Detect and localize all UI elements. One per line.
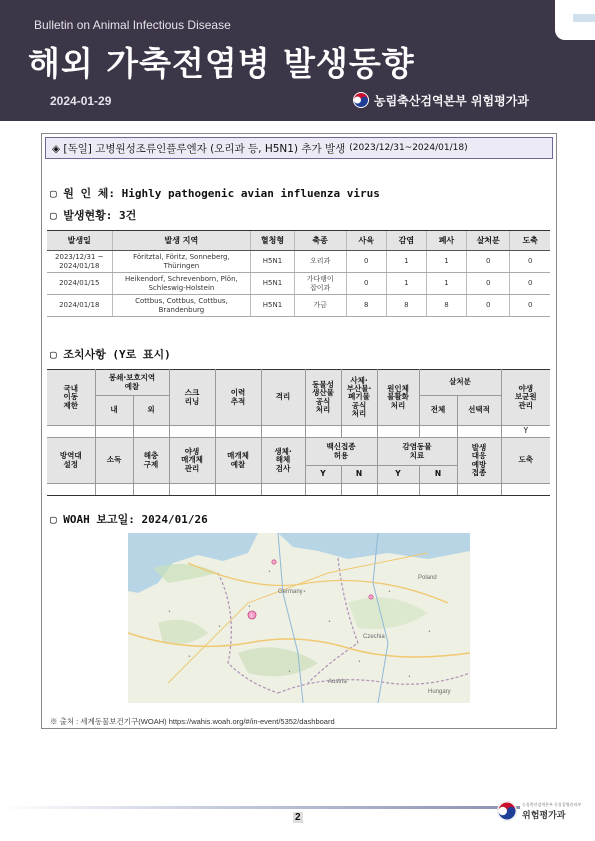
m-value [377, 426, 419, 438]
outbreak-cell: H5N1 [251, 295, 294, 317]
svg-text:•: • [388, 589, 391, 595]
svg-text:•: • [268, 569, 271, 575]
m-pathogen-inactivation: 원인체 불활화 처리 [377, 370, 419, 426]
agency-name: 농림축산검역본부 위험평가과 [374, 93, 529, 108]
m-value [457, 484, 501, 496]
m-value [133, 484, 169, 496]
svg-text:•: • [328, 619, 331, 625]
agency-label [352, 91, 529, 109]
page-title: 해외 가축전염병 발생동향 [28, 44, 415, 83]
m-pest: 해충 구제 [133, 438, 169, 484]
outbreak-cell: 0 [510, 295, 550, 317]
col-header: 축종 [294, 231, 346, 251]
m-value [457, 426, 501, 438]
outbreak-row [47, 251, 550, 273]
m-vacc-n: N [341, 466, 377, 484]
outbreak-cell: 가금 [294, 295, 346, 317]
svg-text:•: • [428, 629, 431, 635]
m-value [341, 426, 377, 438]
outbreak-cell: 0 [467, 273, 510, 295]
m-vital-test: 생체· 해체 검사 [261, 438, 305, 484]
m-treat-y: Y [377, 466, 419, 484]
m-value [169, 484, 215, 496]
m-value [133, 426, 169, 438]
m-prevent: 발생 대응 예방 접종 [457, 438, 501, 484]
m-value [95, 426, 133, 438]
m-carcass: 사체· 부산물· 폐기물 공식 처리 [341, 370, 377, 426]
svg-text:•: • [168, 609, 171, 615]
measures-heading: ▢ 조치사항 (Y로 표시) [50, 348, 171, 361]
outbreak-cell: Cottbus, Cottbus, Cottbus, Brandenburg [112, 295, 251, 317]
m-value [47, 426, 95, 438]
m-value [169, 426, 215, 438]
header-corner-accent [573, 14, 595, 22]
outbreak-cell: 0 [510, 273, 550, 295]
m-vector-surv: 매개체 예찰 [215, 438, 261, 484]
svg-text:•: • [218, 624, 221, 630]
issue-date: 2024-01-29 [50, 94, 112, 108]
m-value [341, 484, 377, 496]
m-vacc-y: Y [305, 466, 341, 484]
m-wildlife-value: Y [501, 426, 550, 438]
footer-agency-name: 위험평가과 [522, 810, 566, 821]
outbreak-row [47, 295, 550, 317]
page-number: 2 [295, 812, 301, 823]
outbreak-map [128, 533, 470, 703]
m-value [305, 426, 341, 438]
m-vaccination: 백신접종 허용 [305, 438, 377, 466]
m-wild-mgmt: 야생 매개체 관리 [169, 438, 215, 484]
m-value [261, 484, 305, 496]
col-header: 도축 [510, 231, 550, 251]
m-quarantine: 격리 [261, 370, 305, 426]
page-header [0, 0, 595, 121]
m-screening: 스크 리닝 [169, 370, 215, 426]
m-treat-n: N [419, 466, 457, 484]
outbreak-cell: Föritztal, Föritz, Sonneberg, Thüringen [112, 251, 251, 273]
outbreak-cell: 0 [467, 251, 510, 273]
col-header: 발생일 [47, 231, 112, 251]
outbreak-cell: 1 [426, 273, 466, 295]
subtitle-label: ◈ [독일] 고병원성조류인플루엔자 (오리과 등, H5N1) 추가 발생 [52, 142, 346, 155]
report-subtitle [45, 137, 553, 159]
col-header: 발생 지역 [112, 231, 251, 251]
measures-table [47, 369, 550, 496]
outbreak-cell: 0 [510, 251, 550, 273]
map-label-poland: Poland [418, 575, 437, 581]
outbreak-cell: 0 [467, 295, 510, 317]
col-header: 살처분 [467, 231, 510, 251]
status-line: ▢ 발생현황: 3건 [50, 209, 137, 222]
outbreak-cell: 0 [346, 251, 386, 273]
svg-text:•: • [358, 659, 361, 665]
m-value [215, 484, 261, 496]
outbreak-cell: 2023/12/31 ~ 2024/01/18 [47, 251, 112, 273]
col-header: 사육 [346, 231, 386, 251]
outbreak-row [47, 273, 550, 295]
col-header: 혈청형 [251, 231, 294, 251]
col-header: 감염 [386, 231, 426, 251]
m-zone: 봉쇄·보호지역 예찰 [95, 370, 169, 396]
outbreak-marker-small[interactable] [272, 560, 276, 564]
m-value [305, 484, 341, 496]
col-header: 폐사 [426, 231, 466, 251]
m-wildlife: 야생 보균원 관리 [501, 370, 550, 426]
m-value [215, 426, 261, 438]
svg-text:•: • [248, 604, 251, 610]
outbreak-cell: H5N1 [251, 273, 294, 295]
taegeuk-logo-icon [496, 800, 518, 822]
m-value [419, 484, 457, 496]
m-zoning: 방역대 설정 [47, 438, 95, 484]
outbreak-cell: H5N1 [251, 251, 294, 273]
outbreak-cell: 8 [426, 295, 466, 317]
outbreak-marker-count: 1 [250, 613, 254, 620]
m-value [377, 484, 419, 496]
source-note: ※ 출처 : 세계동물보건기구(WOAH) https://wahis.woah.org/#/in-event/5352/dashboard [50, 717, 335, 726]
svg-text:•: • [408, 674, 411, 680]
svg-text:•: • [188, 654, 191, 660]
outbreak-table-header [47, 231, 550, 251]
outbreak-cell: 1 [386, 251, 426, 273]
m-slaughter: 도축 [501, 438, 550, 484]
m-culling-all: 전체 [419, 396, 457, 426]
m-value [47, 484, 95, 496]
m-zone-in: 내 [95, 396, 133, 426]
m-zone-out: 외 [133, 396, 169, 426]
svg-text:•: • [288, 669, 291, 675]
outbreak-cell: 1 [386, 273, 426, 295]
m-domestic: 국내 이동 제한 [47, 370, 95, 426]
outbreak-marker[interactable] [248, 611, 256, 620]
outbreak-cell: 8 [386, 295, 426, 317]
footer-agency [496, 800, 581, 822]
taegeuk-logo-icon [352, 91, 370, 109]
footer-agency-small: 농림축산검역본부 동물질병관리부 [522, 801, 582, 807]
m-culling: 살처분 [419, 370, 501, 396]
m-value [419, 426, 457, 438]
m-value [501, 484, 550, 496]
outbreak-cell: 가다랭이 잡이과 [294, 273, 346, 295]
map-label-hungary: Hungary [428, 689, 451, 695]
outbreak-cell: 0 [346, 273, 386, 295]
map-label-czechia: Czechia [363, 634, 385, 640]
svg-text:•: • [303, 589, 306, 595]
footer-divider [0, 806, 520, 809]
m-value [95, 484, 133, 496]
outbreak-cell: 2024/01/15 [47, 273, 112, 295]
m-treatment: 감염동물 치료 [377, 438, 457, 466]
outbreak-cell: Heikendorf, Schrevenborn, Plön, Schleswig-Holstein [112, 273, 251, 295]
outbreak-cell: 1 [426, 251, 466, 273]
map-label-austria: Austria [328, 679, 347, 685]
outbreak-cell: 2024/01/18 [47, 295, 112, 317]
m-trace: 이력 추적 [215, 370, 261, 426]
outbreak-cell: 8 [346, 295, 386, 317]
outbreak-table [47, 230, 550, 317]
outbreak-marker-small[interactable] [369, 595, 373, 599]
bulletin-label: Bulletin on Animal Infectious Disease [34, 18, 231, 32]
m-disinfection: 소독 [95, 438, 133, 484]
m-culling-selective: 선택적 [457, 396, 501, 426]
m-animal-products: 동물성 생산물 공식 처리 [305, 370, 341, 426]
pathogen-line: ▢ 원 인 체: Highly pathogenic avian influenza virus [50, 187, 380, 200]
outbreak-cell: 오리과 [294, 251, 346, 273]
map-label-germany: Germany [278, 589, 303, 595]
woah-report-date: ▢ WOAH 보고일: 2024/01/26 [50, 513, 208, 526]
map-drawing [128, 533, 470, 703]
m-value [261, 426, 305, 438]
subtitle-period: (2023/12/31~2024/01/18) [349, 143, 468, 153]
